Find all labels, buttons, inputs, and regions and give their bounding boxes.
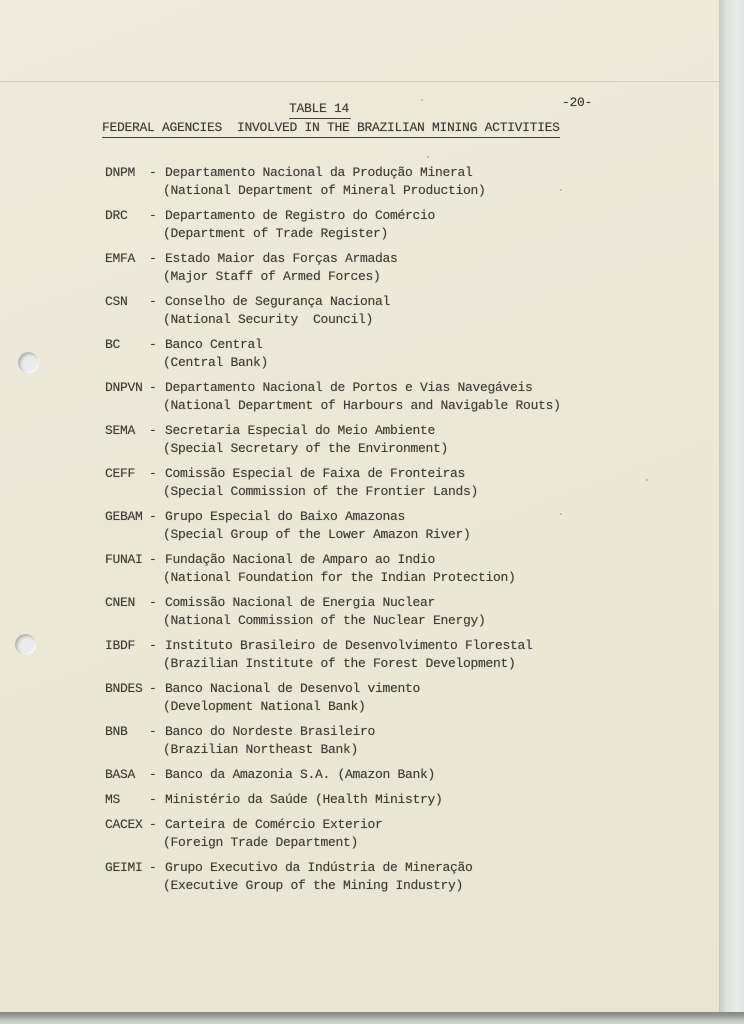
agency-dash: - [149,595,157,610]
agency-abbr: BC [105,337,121,352]
page-heading: FEDERAL AGENCIES INVOLVED IN THE BRAZILIAN MINING ACTIVITIES [102,120,560,138]
agency-entry [105,723,685,759]
agency-abbr: CACEX [105,817,143,832]
agency-name: Banco da Amazonia S.A. (Amazon Bank) [165,767,436,782]
scan-speck [646,479,648,481]
agency-abbr: FUNAI [105,552,143,567]
agency-entry [105,164,685,200]
agency-abbr: IBDF [105,638,136,653]
agency-dash: - [149,294,157,309]
scan-speck [560,513,562,515]
agency-translation: (Special Commission of the Frontier Lands) [163,484,479,499]
agency-dash: - [149,767,157,782]
agency-translation: (National Commission of the Nuclear Energy) [163,613,486,628]
agency-entry [105,293,685,329]
agency-dash: - [149,509,157,524]
agency-translation: (Development National Bank) [163,699,366,714]
scanner-background-right [719,0,744,1012]
agency-entry [105,336,685,372]
page-number: -20- [562,95,593,110]
agency-abbr: EMFA [105,251,136,266]
agency-translation: (Special Secretary of the Environment) [163,441,449,456]
agency-name: Secretaria Especial do Meio Ambiente [165,423,436,438]
agency-abbr: BNDES [105,681,143,696]
agency-name: Departamento Nacional de Portos e Vias Navegáveis [165,380,533,395]
agency-abbr: CEFF [105,466,136,481]
agency-name: Banco Central [165,337,263,352]
agency-name: Comissão Especial de Faixa de Fronteiras [165,466,466,481]
table-title: TABLE 14 [289,101,351,119]
punch-hole-top [18,352,39,373]
agency-dash: - [149,165,157,180]
agency-translation: (Department of Trade Register) [163,226,389,241]
agency-abbr: BASA [105,767,136,782]
agency-dash: - [149,552,157,567]
agency-abbr: MS [105,792,121,807]
scanner-background-bottom [0,1012,744,1024]
agency-entry [105,859,685,895]
agency-translation: (National Department of Harbours and Navigable Routs) [163,398,561,413]
agency-entry [105,422,685,458]
scan-speck [560,189,562,191]
agency-entry [105,551,685,587]
agency-abbr: CNEN [105,595,136,610]
agency-dash: - [149,681,157,696]
agency-dash: - [149,792,157,807]
agency-name: Departamento Nacional da Produção Mineral [165,165,473,180]
agency-translation: (Central Bank) [163,355,269,370]
agency-translation: (Executive Group of the Mining Industry) [163,878,464,893]
agency-entry [105,379,685,415]
agency-dash: - [149,466,157,481]
agency-translation: (National Security Council) [163,312,374,327]
punch-hole-bottom [15,634,36,655]
agency-translation: (Special Group of the Lower Amazon River) [163,527,471,542]
agency-name: Comissão Nacional de Energia Nuclear [165,595,436,610]
agency-translation: (National Department of Mineral Production) [163,183,486,198]
agency-translation: (Brazilian Institute of the Forest Development) [163,656,516,671]
agency-name: Banco Nacional de Desenvol vimento [165,681,421,696]
agency-dash: - [149,638,157,653]
agency-list [105,164,685,902]
agency-abbr: DNPVN [105,380,143,395]
agency-entry [105,816,685,852]
agency-name: Departamento de Registro do Comércio [165,208,436,223]
agency-dash: - [149,251,157,266]
agency-translation: (National Foundation for the Indian Protection) [163,570,516,585]
agency-dash: - [149,380,157,395]
agency-entry [105,465,685,501]
agency-name: Grupo Especial do Baixo Amazonas [165,509,406,524]
agency-dash: - [149,337,157,352]
agency-abbr: CSN [105,294,128,309]
agency-dash: - [149,817,157,832]
agency-entry [105,680,685,716]
agency-dash: - [149,724,157,739]
agency-abbr: GEBAM [105,509,143,524]
agency-entry [105,508,685,544]
agency-abbr: BNB [105,724,128,739]
agency-dash: - [149,208,157,223]
agency-name: Fundação Nacional de Amparo ao Indio [165,552,436,567]
agency-abbr: DRC [105,208,128,223]
agency-translation: (Brazilian Northeast Bank) [163,742,359,757]
agency-entry [105,594,685,630]
agency-entry [105,637,685,673]
agency-name: Instituto Brasileiro de Desenvolvimento Florestal [165,638,533,653]
agency-name: Banco do Nordeste Brasileiro [165,724,376,739]
agency-entry [105,791,685,809]
agency-name: Estado Maior das Forças Armadas [165,251,398,266]
scan-speck [427,156,429,158]
agency-abbr: GEIMI [105,860,143,875]
agency-dash: - [149,423,157,438]
agency-dash: - [149,860,157,875]
agency-entry [105,766,685,784]
agency-name: Conselho de Segurança Nacional [165,294,391,309]
agency-abbr: DNPM [105,165,136,180]
agency-abbr: SEMA [105,423,136,438]
agency-name: Carteira de Comércio Exterior [165,817,383,832]
agency-name: Ministério da Saúde (Health Ministry) [165,792,443,807]
scan-speck [421,99,423,101]
agency-name: Grupo Executivo da Indústria de Mineração [165,860,473,875]
scan-crease-line [0,81,719,82]
agency-translation: (Foreign Trade Department) [163,835,359,850]
agency-entry [105,207,685,243]
agency-entry [105,250,685,286]
agency-translation: (Major Staff of Armed Forces) [163,269,381,284]
